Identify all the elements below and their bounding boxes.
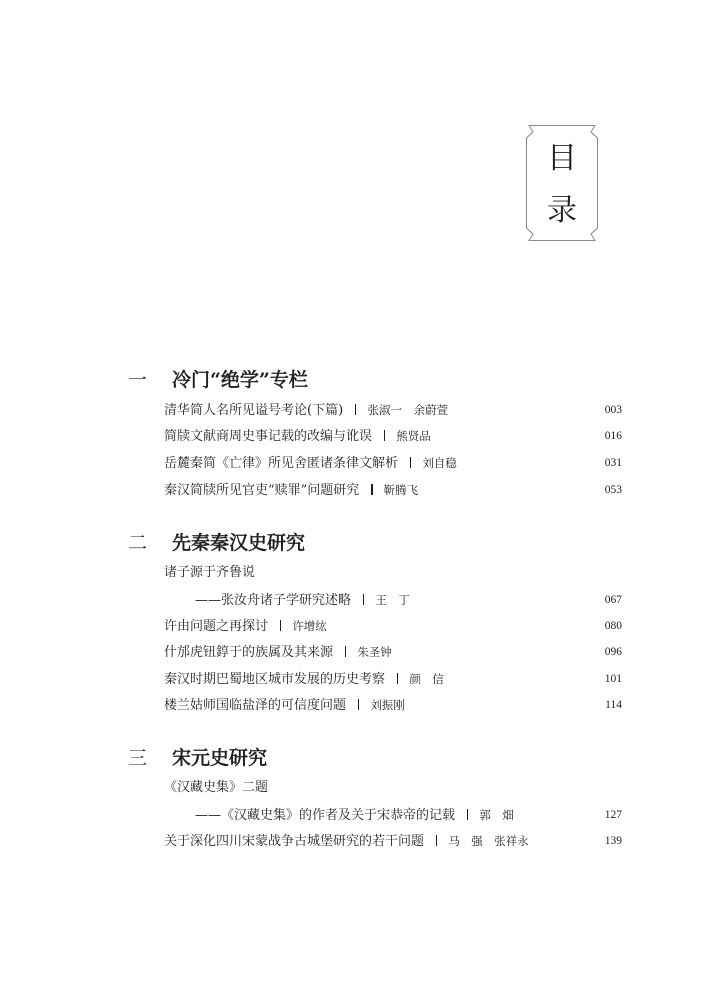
entry-title: 秦汉简牍所见官吏“赎罪”问题研究 bbox=[164, 483, 360, 498]
entry-main-title[interactable]: 《汉藏史集》二题 bbox=[164, 780, 269, 795]
entry-title: 清华简人名所见谥号考论(下篇) bbox=[164, 403, 344, 418]
entry-author: 刘自稳 bbox=[422, 456, 457, 470]
toc-entry[interactable] bbox=[164, 480, 622, 500]
toc-entry[interactable] bbox=[164, 642, 622, 662]
toc-entry[interactable] bbox=[164, 831, 622, 851]
entry-page: 003 bbox=[604, 404, 622, 416]
toc-entry[interactable] bbox=[164, 426, 622, 446]
entry-author: 颜 信 bbox=[409, 672, 444, 686]
toc-entry[interactable] bbox=[195, 805, 622, 825]
section-number: 二 bbox=[128, 532, 148, 554]
entry-separator bbox=[355, 404, 356, 415]
section-number: 三 bbox=[128, 747, 148, 769]
entry-separator bbox=[467, 809, 468, 820]
entry-author: 熊贤品 bbox=[396, 429, 431, 443]
section-number: 一 bbox=[128, 369, 148, 391]
section-heading-3 bbox=[128, 747, 267, 769]
entry-title: 关于深化四川宋蒙战争古城堡研究的若干问题 bbox=[164, 834, 425, 849]
entry-author: 刘振刚 bbox=[370, 698, 405, 712]
toc-entry[interactable] bbox=[195, 590, 622, 610]
entry-separator bbox=[410, 457, 411, 468]
section-title: 宋元史研究 bbox=[172, 747, 268, 769]
entry-author: 张淑一 余蔚萱 bbox=[367, 403, 448, 417]
section-heading-2 bbox=[128, 532, 305, 554]
entry-separator bbox=[384, 430, 385, 441]
entry-separator bbox=[436, 835, 437, 846]
toc-entry[interactable] bbox=[164, 669, 622, 689]
entry-separator bbox=[397, 673, 398, 684]
entry-page: 101 bbox=[604, 673, 622, 685]
toc-entry[interactable] bbox=[164, 400, 622, 420]
entry-title: 许由问题之再探讨 bbox=[164, 619, 269, 634]
entry-page: 067 bbox=[604, 594, 622, 606]
section-title: 冷门“绝学”专栏 bbox=[172, 369, 308, 391]
entry-author: 马 强 张祥永 bbox=[448, 834, 529, 848]
entry-author: 朱圣钟 bbox=[357, 645, 392, 659]
entry-page: 114 bbox=[605, 699, 622, 711]
entry-separator bbox=[280, 620, 281, 631]
entry-page: 053 bbox=[604, 484, 622, 496]
entry-main-title[interactable]: 诸子源于齐鲁说 bbox=[164, 565, 256, 580]
entry-author: 郭 畑 bbox=[479, 808, 514, 822]
entry-author: 靳腾飞 bbox=[383, 483, 419, 497]
entry-separator bbox=[345, 646, 346, 657]
entry-title: ——《汉藏史集》的作者及关于宋恭帝的记载 bbox=[195, 808, 456, 823]
toc-entry[interactable] bbox=[164, 695, 622, 715]
entry-title: 简牍文献商周史事记载的改编与讹误 bbox=[164, 429, 373, 444]
toc-title-frame bbox=[526, 125, 598, 241]
entry-page: 096 bbox=[604, 646, 622, 658]
toc-entry[interactable] bbox=[164, 616, 622, 636]
entry-title: 什邡虎钮錞于的族属及其来源 bbox=[164, 645, 334, 660]
entry-title: ——张汝舟诸子学研究述略 bbox=[195, 593, 352, 608]
section-heading-1 bbox=[128, 369, 308, 391]
section-title: 先秦秦汉史研究 bbox=[172, 532, 306, 554]
entry-page: 016 bbox=[604, 430, 622, 442]
entry-author: 王 丁 bbox=[375, 593, 410, 607]
entry-separator bbox=[358, 699, 359, 710]
entry-page: 080 bbox=[604, 620, 622, 632]
entry-title: 岳麓秦简《亡律》所见舍匿诸条律文解析 bbox=[164, 456, 399, 471]
entry-author: 许增纮 bbox=[292, 619, 327, 633]
entry-title: 楼兰姑师国临盐泽的可信度问题 bbox=[164, 698, 347, 713]
toc-title-char-mu: 目 bbox=[547, 141, 577, 176]
entry-separator bbox=[363, 594, 364, 605]
toc-entry[interactable] bbox=[164, 453, 622, 473]
entry-page: 139 bbox=[604, 835, 622, 847]
entry-page: 031 bbox=[604, 457, 622, 469]
entry-title: 秦汉时期巴蜀地区城市发展的历史考察 bbox=[164, 672, 386, 687]
entry-separator bbox=[371, 484, 372, 495]
entry-page: 127 bbox=[604, 809, 622, 821]
toc-title-char-lu: 录 bbox=[547, 193, 577, 228]
